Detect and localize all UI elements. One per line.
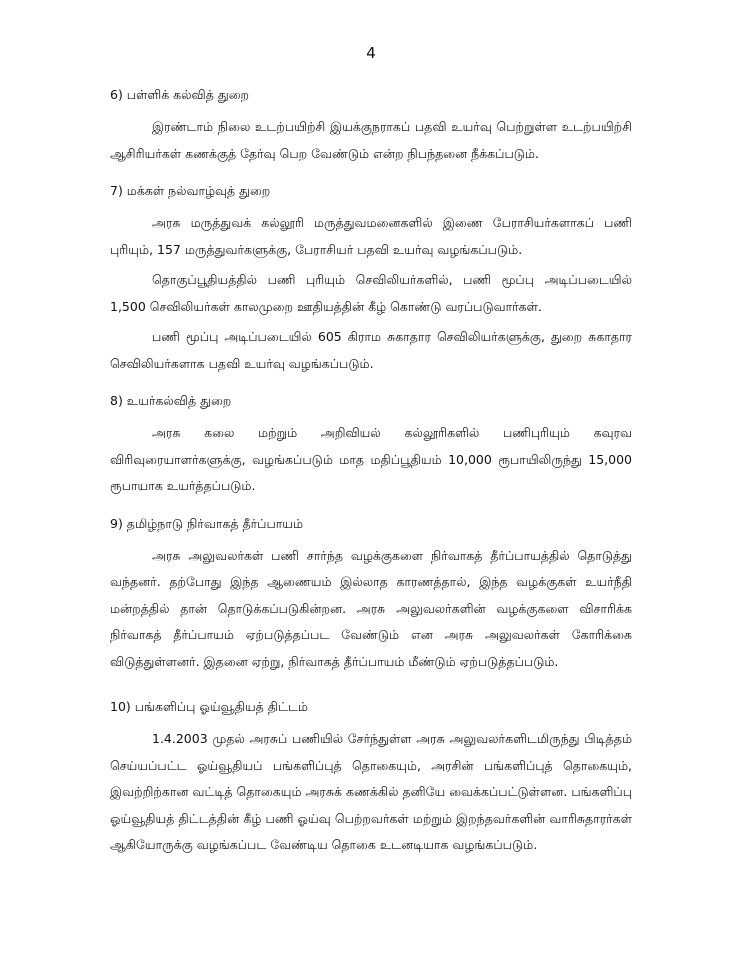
paragraph: அரசு மருத்துவக் கல்லூரி மருத்துவமனைகளில் இணை பேராசியர்களாகப் பணி புரியும், 157 மருத்துவர்களுக்கு, பேராசியர் பதவி உயர்வு வழங்கப்படும்.: [110, 215, 632, 257]
paragraph: அரசு கலை மற்றும் அறிவியல் கல்லூரிகளில் பணிபுரியும் கவுரவ விரிவுரையாளர்களுக்கு, வழங்கப்படும் மாத மதிப்பூதியம் 10,000 ரூபாயிலிருந்து 15,000 ரூபாயாக உயர்த்தப்படும்.: [110, 425, 632, 493]
section-heading: 10) பங்களிப்பு ஓய்வூதியத் திட்டம்: [110, 699, 308, 714]
section-heading: 8) உயர்கல்வித் துறை: [110, 393, 232, 408]
paragraph: அரசு அலுவலர்கள் பணி சார்ந்த வழக்குகளை நிர்வாகத் தீர்ப்பாயத்தில் தொடுத்து வந்தனர். தற்போது இந்த ஆணையம் இல்லாத காரணத்தால், இந்த வழக்குகள் உயர்நீதி மன்றத்தில் தான் தொடுக்கப்படுகின்றன. அரசு அலுவலர்களின் வழக்குகளை விசாரிக்க நிர்வாகத் தீர்ப்பாயம் ஏற்படுத்தப்பட வேண்டும் என அரசு அலுவலர்கள் கோரிக்கை விடுத்துள்ளனர். இதனை ஏற்று, நிர்வாகத் தீர்ப்பாயம் மீண்டும் ஏற்படுத்தப்படும்.: [110, 547, 632, 669]
paragraph: 1.4.2003 முதல் அரசுப் பணியில் சேர்ந்துள்ள அரசு அலுவலர்களிடமிருந்து பிடித்தம் செய்யப்பட்ட ஓய்வூதியப் பங்களிப்புத் தொகையும், அரசின் பங்களிப்புத் தொகையும், இவற்றிற்கான வட்டித் தொகையும் அரசுக் கணக்கில் தனியே வைக்கப்பட்டுள்ளன. பங்களிப்பு ஓய்வூதியத் திட்டத்தின் கீழ் பணி ஓய்வு பெற்றவர்கள் மற்றும் இறந்தவர்களின் வாரிசுதாரர்கள் ஆகியோருக்கு வழங்கப்பட வேண்டிய தொகை உடனடியாக வழங்கப்படும்.: [110, 731, 632, 852]
section-administrative-tribunal: [110, 514, 632, 676]
paragraph: பணி மூப்பு அடிப்படையில் 605 கிராம சுகாதார செவிலியர்களுக்கு, துறை சுகாதார செவிலியர்களாக பதவி உயர்வு வழங்கப்படும்.: [110, 329, 632, 371]
section-higher-education: [110, 391, 632, 500]
document-body: [110, 85, 632, 873]
section-heading: 7) மக்கள் நல்வாழ்வுத் துறை: [110, 183, 271, 198]
section-heading: 6) பள்ளிக் கல்வித் துறை: [110, 87, 250, 102]
section-heading: 9) தமிழ்நாடு நிர்வாகத் தீர்ப்பாயம்: [110, 515, 304, 531]
paragraph: தொகுப்பூதியத்தில் பணி புரியும் செவிலியர்களில், பணி மூப்பு அடிப்படையில் 1,500 செவிலியர்கள் காலமுறை ஊதியத்தின் கீழ் கொண்டு வரப்படுவார்கள்.: [110, 272, 632, 314]
section-contributory-pension: [110, 697, 632, 859]
section-school-education: [110, 85, 632, 167]
section-public-health: [110, 181, 632, 377]
page-number: 4: [366, 44, 376, 62]
paragraph: இரண்டாம் நிலை உடற்பயிற்சி இயக்குநராகப் பதவி உயர்வு பெற்றுள்ள உடற்பயிற்சி ஆசிரியர்கள் கணக்குத் தேர்வு பெற வேண்டும் என்ற நிபந்தனை நீக்கப்படும்.: [110, 119, 632, 161]
